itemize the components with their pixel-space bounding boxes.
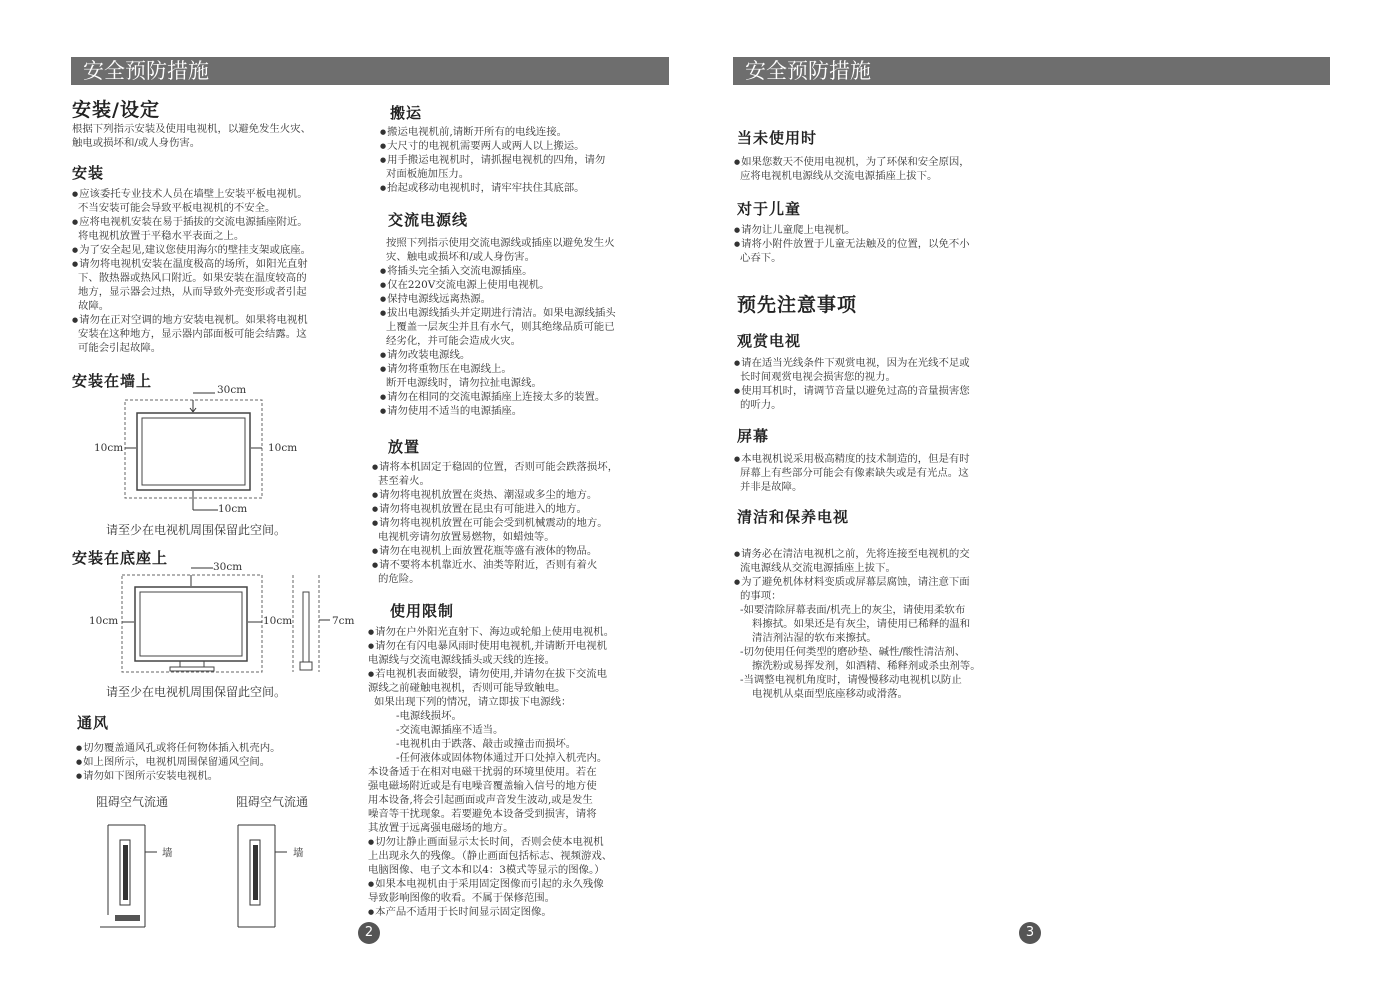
stand-caption: 请至少在电视机周围保留此空间。 <box>106 685 287 699</box>
screen-items: ● 本电视机说采用极高精度的技术制造的，但是有时 屏幕上有些部分可能会有像素缺失或是有光点。这 并非是故障。 <box>734 452 970 494</box>
install-items: ● 应该委托专业技术人员在墙壁上安装平板电视机。 不当安装可能会导致平板电视机的不安全。 ● 应将电视机安装在易于插拔的交流电源插座附近。 将电视机放置于平稳水平表面之上。 ● 为了安全起见,建议您使用海尔的壁挂支架或底座。 ● 请勿将电视机安装在温度极高的场所，如阳光直射 下、散热器或热风口附近。如果安装在温度较高的 地方，显示器会过热，从而导致外壳变形或者引起 故障。 ● 请勿在正对空调的地方安装电视机。如果将电视机 安装在这种地方，显示器内部面板可能会结露。这 可能会引起故障。 <box>72 187 311 355</box>
placement-items: ● 请将本机固定于稳固的位置，否则可能会跌落损坏， 甚至着火。 ● 请勿将电视机放置在炎热、潮湿或多尘的地方。 ● 请勿将电视机放置在昆虫有可能进入的地方。 ● 请勿将电视机放置在可能会受到机械震动的地方。 电视机旁请勿放置易燃物，如蜡烛等。 ● 请勿在电视机上面放置花瓶等盛有液体的物品。 ● 请不要将本机靠近水、油类等附近，否则有着火 的危险。 <box>372 460 618 586</box>
ventilation-diagram <box>95 815 325 930</box>
placement-title: 放置 <box>388 438 421 456</box>
unused-items: ● 如果您数天不使用电视机，为了环保和安全原因， 应将电视机电源线从交流电源插座上拔下。 <box>734 155 970 183</box>
unused-title: 当未使用时 <box>737 129 818 147</box>
vent-wall-label-1: 墙 <box>162 847 173 859</box>
precautions-title: 预先注意事项 <box>737 294 858 316</box>
stand-label-top: 30cm <box>213 561 243 573</box>
watching-title: 观赏电视 <box>737 332 802 350</box>
usage-limits-items: ● 请勿在户外阳光直射下、海边或轮船上使用电视机。 ● 请勿在有闪电暴风雨时使用电视机,并请断开电视机 电源线与交流电源线插头或天线的连接。 ● 若电视机表面破裂，请勿使用,并请勿在拔下交流电 源线之前碰触电视机，否则可能导致触电。 如果出现下列的情况，请立即拔下电源线： -电源线损坏。 -交流电源插座不适当。 -电视机由于跌落、敲击或撞击而损坏。 -任何液体或固体物体通过开口处掉入机壳内。 本设备适于在相对电磁干扰弱的环境里使用。若在 强电磁场附近或是有电噪音覆盖输入信号的地方使 用本设备,将会引起画面或声音发生波动,或是发生 噪音等干扰现象。若要避免本设备受到损害，请将 其放置于远离强电磁场的地方。 ● 切勿让静止画面显示太长时间，否则会使本电视机 上出现永久的残像。（静止画面包括标志、视频游戏、 电脑图像、电子文本和以4：3模式等显示的图像。） ● 如果本电视机由于采用固定图像而引起的永久残像 导致影响图像的收看。不属于保修范围。 ● 本产品不适用于长时间显示固定图像。 <box>368 625 614 919</box>
right-banner: 安全预防措施 <box>733 57 1330 85</box>
wall-caption: 请至少在电视机周围保留此空间。 <box>106 523 287 537</box>
install-setup-intro: 根据下列指示安装及使用电视机，以避免发生火灾、 触电或损坏和/或人身伤害。 <box>72 123 311 149</box>
transport-items: ● 搬运电视机前,请断开所有的电线连接。 ● 大尺寸的电视机需要两人或两人以上搬运。 ● 用手搬运电视机时，请抓握电视机的四角，请勿 对面板施加压力。 ● 抬起或移动电视机时，请牢牢扶住其底部。 <box>380 125 605 195</box>
wall-label-bottom: 10cm <box>218 503 248 515</box>
ventilation-items: ● 切勿覆盖通风孔或将任何物体插入机壳内。 ● 如上图所示，电视机周围保留通风空间。 ● 请勿如下图所示安装电视机。 <box>76 741 281 783</box>
stand-label-back: 7cm <box>332 615 355 627</box>
screen-title: 屏幕 <box>737 427 770 445</box>
wall-install-title: 安装在墙上 <box>72 372 153 390</box>
usage-limits-title: 使用限制 <box>390 602 455 620</box>
transport-title: 搬运 <box>390 104 423 122</box>
cleaning-items: ● 请务必在清洁电视机之前，先将连接至电视机的交 流电源线从交流电源插座上拔下。 ● 为了避免机体材料变质或屏幕层腐蚀，请注意下面 的事项： -如要清除屏幕表面/机壳上的灰尘，请使用柔软布 料擦拭。如果还是有灰尘，请使用已稀释的温和 清洁剂沾湿的软布来擦拭。 -切勿使用任何类型的磨砂垫、碱性/酸性清洁剂、 擦洗粉或易挥发剂，如酒精、稀释剂或杀虫剂等。 -当调整电视机角度时，请慢慢移动电视机以防止 电视机从桌面型底座移动或滑落。 <box>734 547 981 701</box>
stand-clearance-diagram <box>85 560 365 680</box>
ac-power-title: 交流电源线 <box>388 211 469 229</box>
install-title: 安装 <box>72 164 105 182</box>
children-items: ● 请勿让儿童爬上电视机。 ● 请将小附件放置于儿童无法触及的位置，以免不小 心吞下。 <box>734 223 970 265</box>
ventilation-title: 通风 <box>77 714 110 732</box>
wall-label-left: 10cm <box>94 442 124 454</box>
ac-power-items: 按照下列指示使用交流电源线或插座以避免发生火 灾、触电或损坏和/或人身伤害。 ● 将插头完全插入交流电源插座。 ● 仅在220V交流电源上使用电视机。 ● 保持电源线远离热源。 ● 拔出电源线插头并定期进行清洁。如果电源线插头 上覆盖一层灰尘并且有水气，则其绝缘品质可能已 经劣化，并可能会造成火灾。 ● 请勿改装电源线。 ● 请勿将重物压在电源线上。 断开电源线时，请勿拉扯电源线。 ● 请勿在相同的交流电源插座上连接太多的装置。 ● 请勿使用不适当的电源插座。 <box>380 236 616 418</box>
stand-install-title: 安装在底座上 <box>72 549 169 567</box>
left-page-number: 2 <box>358 922 380 944</box>
vent-label-2: 阻碍空气流通 <box>236 795 309 809</box>
children-title: 对于儿童 <box>737 200 802 218</box>
wall-label-right: 10cm <box>268 442 298 454</box>
cleaning-title: 清洁和保养电视 <box>737 508 850 526</box>
left-banner: 安全预防措施 <box>71 57 669 85</box>
watching-items: ● 请在适当光线条件下观赏电视，因为在光线不足或 长时间观赏电视会损害您的视力。 ● 使用耳机时，请调节音量以避免过高的音量损害您 的听力。 <box>734 356 970 412</box>
stand-label-left: 10cm <box>89 615 119 627</box>
right-page-number: 3 <box>1019 922 1041 944</box>
vent-label-1: 阻碍空气流通 <box>96 795 169 809</box>
stand-label-right: 10cm <box>263 615 293 627</box>
vent-wall-label-2: 墙 <box>293 847 304 859</box>
wall-label-top: 30cm <box>217 384 247 396</box>
install-setup-title: 安装/设定 <box>72 99 160 121</box>
